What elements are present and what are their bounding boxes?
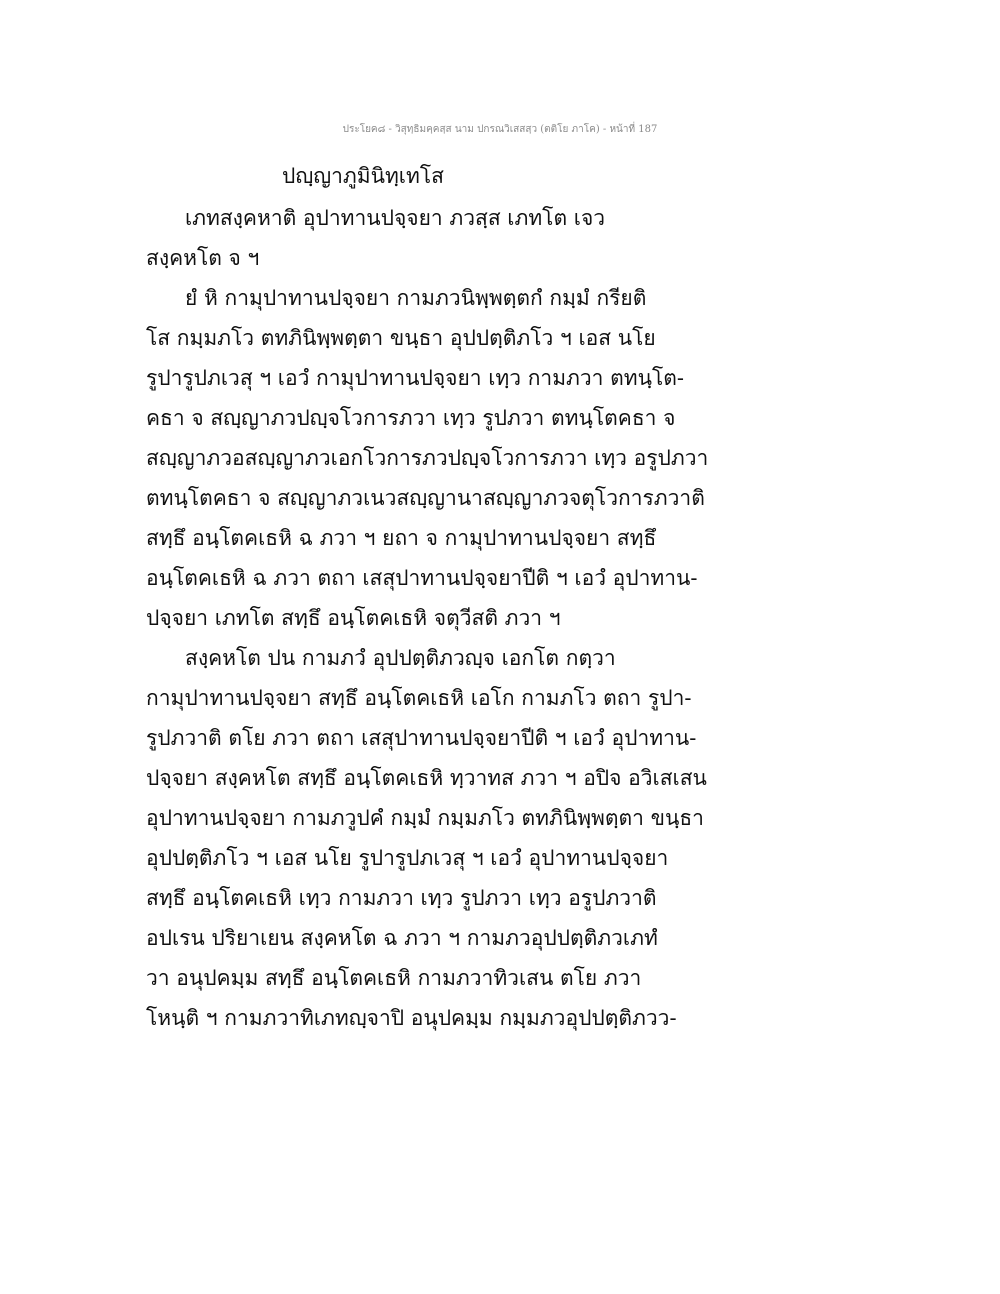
text-line: คธา จ สญฺญาภวปญฺจโวการภวา เทฺว รูปภวา ตทนฺโตคธา จ (146, 406, 676, 430)
text-line: สงฺคหโต ปน กามภวํ อุปปตฺติภวญฺจ เอกโต กตฺวา (185, 646, 616, 670)
header-text: ประโยค๘ - วิสุทฺธิมคฺคสฺส นาม ปกรณวิเสสสฺว (ตติโย ภาโค) - หน้าที่ (342, 124, 636, 135)
text-line: ปจฺจยา เภทโต สทฺธึ อนฺโตคเธหิ จตุวีสติ ภวา ฯ (146, 606, 561, 630)
text-line: โส กมฺมภโว ตทภินิพฺพตฺตา ขนฺธา อุปปตฺติภโว ฯ เอส นโย (146, 326, 656, 350)
text-line: อปเรน ปริยาเยน สงฺคหโต ฉ ภวา ฯ กามภวอุปปตฺติภวเภทํ (146, 926, 658, 950)
text-line: โหนฺติ ฯ กามภวาทิเภทญฺจาปิ อนุปคมฺม กมฺมภวอุปปตฺติภวว- (146, 1006, 677, 1030)
page-header (0, 122, 1000, 137)
text-line: เภทสงฺคหาติ อุปาทานปจฺจยา ภวสฺส เภทโต เจว (185, 206, 606, 230)
text-line: อนฺโตคเธหิ ฉ ภวา ตถา เสสุปาทานปจฺจยาปีติ ฯ เอวํ อุปาทาน- (146, 566, 698, 590)
text-line: ตทนฺโตคธา จ สญฺญาภวเนวสญฺญานาสญฺญาภวจตุโวการภวาติ (146, 486, 705, 510)
text-line: สทฺธึ อนฺโตคเธหิ เทฺว กามภวา เทฺว รูปภวา เทฺว อรูปภวาติ (146, 886, 657, 910)
text-line: สทฺธึ อนฺโตคเธหิ ฉ ภวา ฯ ยถา จ กามุปาทานปจฺจยา สทฺธึ (146, 526, 657, 550)
text-line: อุปปตฺติภโว ฯ เอส นโย รูปารูปภเวสุ ฯ เอวํ อุปาทานปจฺจยา (146, 846, 669, 870)
page-number: 187 (638, 124, 658, 135)
text-line: อุปาทานปจฺจยา กามภวูปคํ กมฺมํ กมฺมภโว ตทภินิพฺพตฺตา ขนฺธา (146, 806, 704, 830)
text-line: รูปารูปภเวสุ ฯ เอวํ กามุปาทานปจฺจยา เทฺว กามภวา ตทนฺโต- (146, 366, 685, 390)
text-line: วา อนุปคมฺม สทฺธึ อนฺโตคเธหิ กามภวาทิวเสน ตโย ภวา (146, 966, 642, 990)
text-line: รูปภวาติ ตโย ภวา ตถา เสสุปาทานปจฺจยาปีติ ฯ เอวํ อุปาทาน- (146, 726, 697, 750)
text-line: สงฺคหโต จ ฯ (146, 246, 260, 270)
text-line: สญฺญาภวอสญฺญาภวเอกโวการภวปญฺจโวการภวา เทฺว อรูปภวา (146, 446, 709, 470)
text-line: ปจฺจยา สงฺคหโต สทฺธึ อนฺโตคเธหิ ทฺวาทส ภวา ฯ อปิจ อวิเสเสน (146, 766, 707, 790)
section-title: ปญฺญาภูมินิทฺเทโส (282, 164, 444, 188)
text-line: ยํ หิ กามุปาทานปจฺจยา กามภวนิพฺพตฺตกํ กมฺมํ กรียติ (185, 286, 647, 310)
text-line: กามุปาทานปจฺจยา สทฺธึ อนฺโตคเธหิ เอโก กามภโว ตถา รูปา- (146, 686, 692, 710)
